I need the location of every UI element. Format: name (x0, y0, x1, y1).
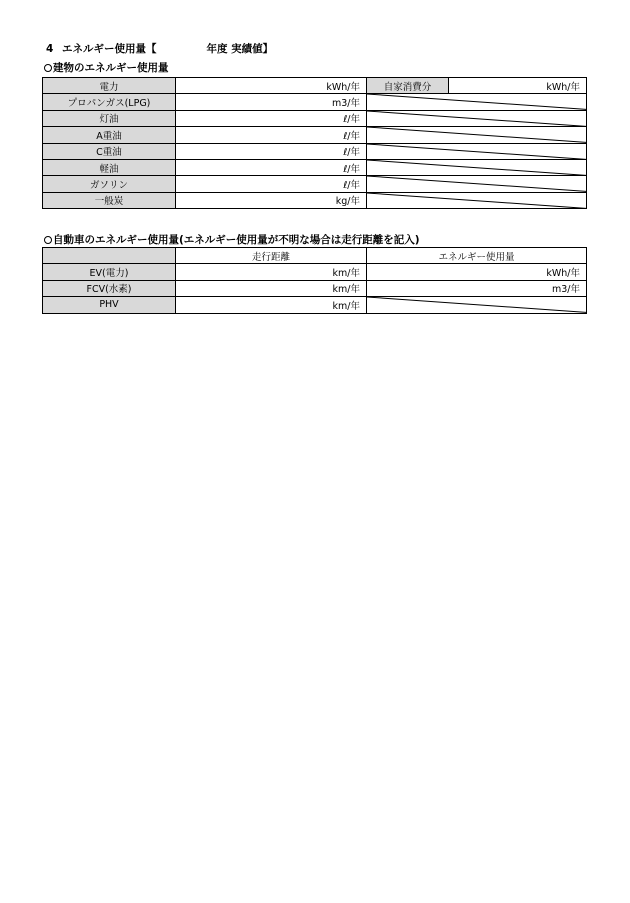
row-label: 軽油 (43, 159, 176, 175)
value-cell[interactable]: ℓ/年 (176, 159, 367, 175)
row-label: 一般炭 (43, 192, 176, 208)
building-energy-table (42, 77, 587, 209)
not-applicable-cell (367, 143, 587, 159)
not-applicable-cell (367, 297, 587, 313)
table-row (43, 127, 587, 143)
not-applicable-cell (367, 110, 587, 126)
table-row (43, 78, 587, 94)
table-row (43, 192, 587, 208)
row-label: PHV (43, 297, 176, 313)
not-applicable-cell (367, 176, 587, 192)
vehicle-subtitle-text: 自動車のエネルギー使用量(エネルギー使用量が不明な場合は走行距離を記入) (53, 234, 420, 246)
distance-cell[interactable]: km/年 (176, 297, 367, 313)
circle-icon (44, 64, 52, 72)
building-subtitle-text: 建物のエネルギー使用量 (53, 62, 169, 74)
energy-cell[interactable]: m3/年 (367, 280, 587, 296)
value-cell[interactable]: kWh/年 (176, 78, 367, 94)
table-row (43, 264, 587, 280)
self-consumption-label: 自家消費分 (367, 78, 449, 94)
fiscal-year-label: 年度 実績値】 (206, 43, 274, 55)
table-row (43, 110, 587, 126)
circle-icon (44, 236, 52, 244)
section-heading (46, 41, 273, 56)
not-applicable-cell (367, 159, 587, 175)
table-row (43, 143, 587, 159)
distance-cell[interactable]: km/年 (176, 264, 367, 280)
row-label: EV(電力) (43, 264, 176, 280)
value-cell[interactable]: ℓ/年 (176, 176, 367, 192)
value-cell[interactable]: ℓ/年 (176, 143, 367, 159)
distance-header: 走行距離 (176, 248, 367, 264)
row-label: 灯油 (43, 110, 176, 126)
row-label: プロパンガス(LPG) (43, 94, 176, 110)
value-cell[interactable]: ℓ/年 (176, 127, 367, 143)
value-cell[interactable]: kg/年 (176, 192, 367, 208)
not-applicable-cell (367, 94, 587, 110)
table-row (43, 280, 587, 296)
row-label: ガソリン (43, 176, 176, 192)
table-row (43, 94, 587, 110)
distance-cell[interactable]: km/年 (176, 280, 367, 296)
not-applicable-cell (367, 127, 587, 143)
energy-header: エネルギー使用量 (367, 248, 587, 264)
vehicle-subtitle (44, 232, 420, 247)
energy-cell[interactable]: kWh/年 (367, 264, 587, 280)
vehicle-energy-table (42, 247, 587, 314)
table-row (43, 159, 587, 175)
value-cell[interactable]: ℓ/年 (176, 110, 367, 126)
not-applicable-cell (367, 192, 587, 208)
row-label: A重油 (43, 127, 176, 143)
section-title: エネルギー使用量【 (62, 43, 157, 55)
self-consumption-cell[interactable]: kWh/年 (449, 78, 587, 94)
building-subtitle (44, 60, 169, 75)
section-number: 4 (46, 43, 54, 55)
row-label: 電力 (43, 78, 176, 94)
row-label: C重油 (43, 143, 176, 159)
row-label: FCV(水素) (43, 280, 176, 296)
table-row (43, 176, 587, 192)
table-header-row (43, 248, 587, 264)
table-row (43, 297, 587, 313)
value-cell[interactable]: m3/年 (176, 94, 367, 110)
header-blank (43, 248, 176, 264)
